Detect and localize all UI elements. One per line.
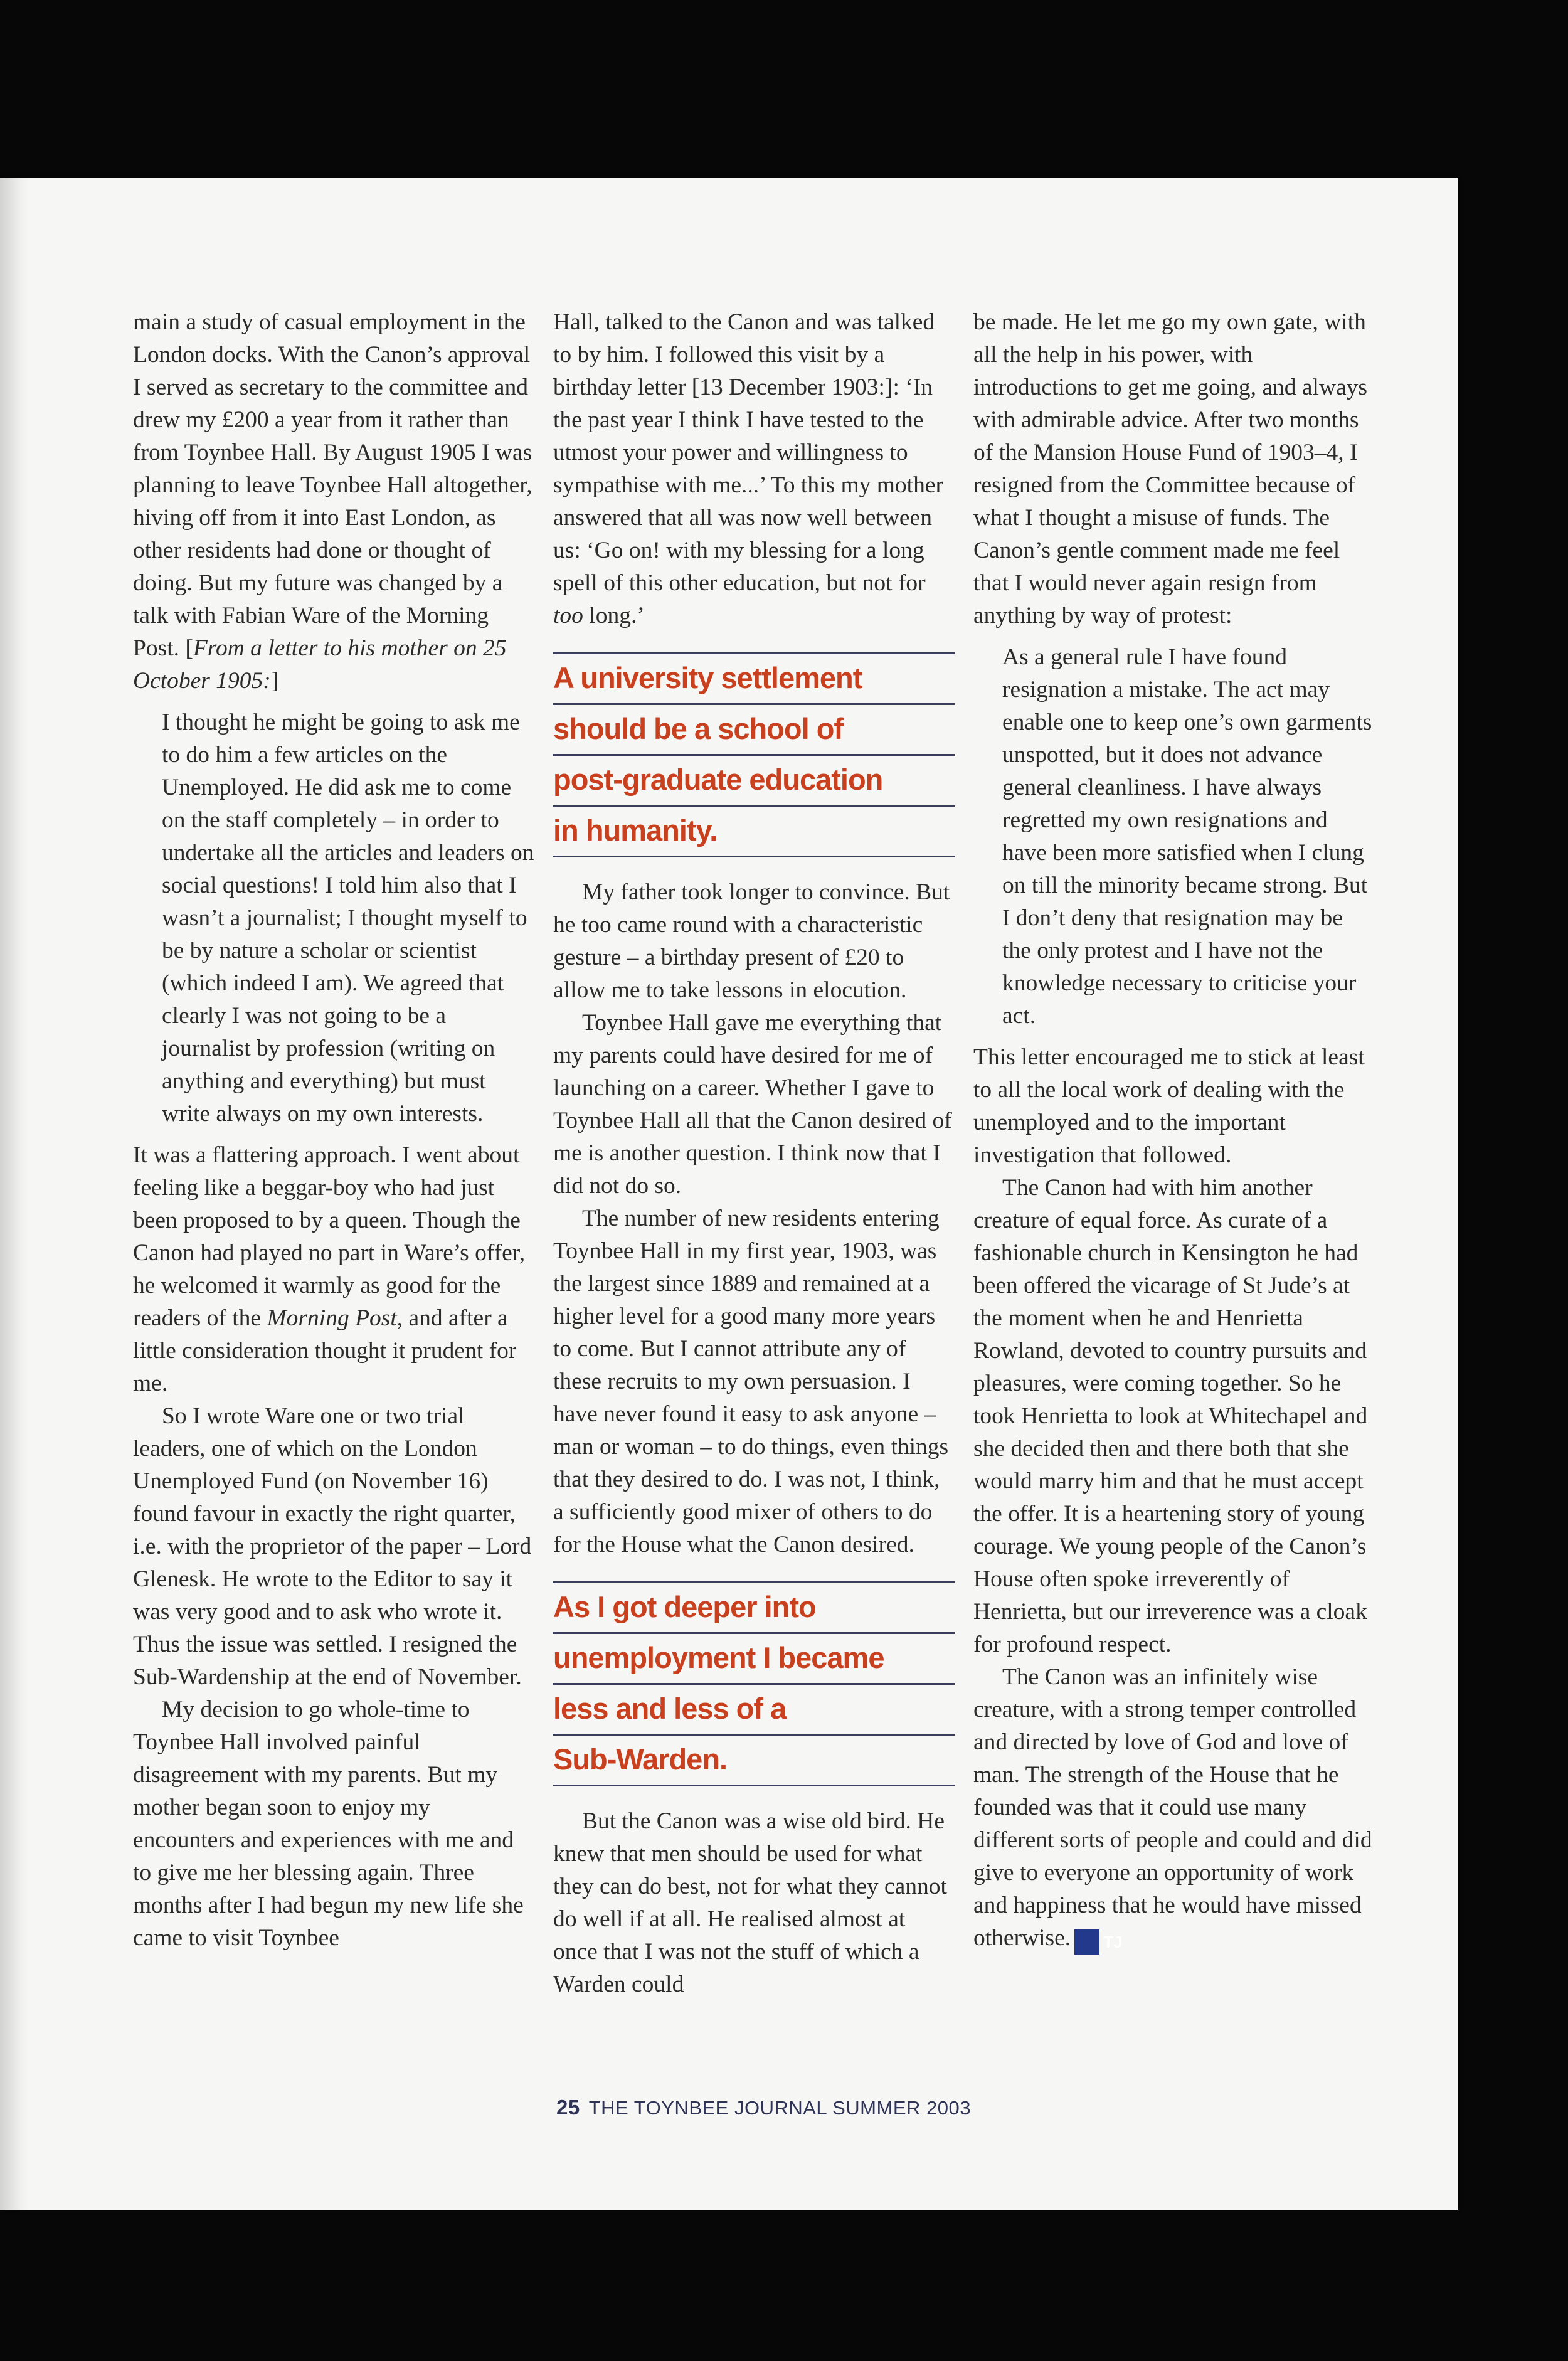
paragraph: main a study of casual employment in the London docks. With the Canon’s approval I served as secretary to the committee and drew my £200 a year from it rather than from Toynbee Hall. By August 1905 I was planning to leave Toynbee Hall altogether, hiving off from it into East London, as other residents had done or thought of doing. But my future was changed by a talk with Fabian Ware of the Morning Post. [From a letter to his mother on 25 October 1905:] [133, 309, 532, 694]
text-column-1 [133, 306, 534, 1955]
end-mark-icon: TJ [1074, 1929, 1099, 1955]
page-number: 25 [556, 2096, 580, 2119]
journal-title: THE TOYNBEE JOURNAL SUMMER 2003 [588, 2097, 971, 2119]
paragraph: The Canon had with him another creature of equal force. As curate of a fashionable church in Kensington he had been offered the vicarage of St Jude’s at the moment when he and Henrietta Rowland, devoted to country pursuits and pleasures, were coming together. So he took Henrietta to look at Whitechapel and she decided then and there both that she would marry him and that he must accept the offer. It is a heartening story of young courage. We young people of the Canon’s House often spoke irreverently of Henrietta, but our irreverence was a cloak for profound respect. [973, 1175, 1368, 1657]
block-quote: I thought he might be going to ask me to do him a few articles on the Unemployed. He did ask me to come on the staff completely – in order to undertake all the articles and leaders on social questions! I told him also that I wasn’t a journalist; I thought myself to be by nature a scholar or scientist (which indeed I am). We agreed that clearly I was not going to be a journalist by profession (writing on anything and everything) but must write always on my own interests. [162, 709, 534, 1127]
paragraph: Hall, talked to the Canon and was talked to by him. I followed this visit by a birthday letter [13 December 1903:]: ‘In the past year I think I have tested to the utmost your power and willingness to sympathise with me...’ To this my mother answered that all was now well between us: ‘Go on! with my blessing for a long spell of this other education, but not for too long.’ [553, 309, 943, 629]
pull-quote-line: unemployment I became [553, 1632, 955, 1683]
page-footer [556, 2096, 971, 2120]
paragraph: My decision to go whole-time to Toynbee Hall involved painful disagreement with my parents. But my mother began soon to enjoy my encounters and experiences with me and to give me her blessing again. Three months after I had begun my new life she came to visit Toynbee [133, 1697, 524, 1951]
text-column-3 [973, 306, 1375, 1955]
pull-quote-line: As I got deeper into [553, 1581, 955, 1632]
paragraph: But the Canon was a wise old bird. He knew that men should be used for what they can do best, not for what they cannot do well if at all. He realised almost at once that I was not the stuff of which a Warden could [553, 1808, 947, 1997]
pull-quote-line: Sub-Warden. [553, 1734, 955, 1786]
pull-quote-line: in humanity. [553, 805, 955, 857]
paragraph: It was a flattering approach. I went about feeling like a beggar-boy who had just been proposed to by a queen. Though the Canon had played no part in Ware’s offer, he welcomed it warmly as good for the readers of the Morning Post, and after a little consideration thought it prudent for me. [133, 1142, 526, 1396]
paragraph: This letter encouraged me to stick at least to all the local work of dealing with the unemployed and to the important investigation that followed. [973, 1044, 1365, 1168]
paragraph: The Canon was an infinitely wise creature, with a strong temper controlled and directed by love of God and love of man. The strength of the House that he founded was that it could use many different sorts of people and could and did give to everyone an opportunity of work and happiness that he would have missed otherwise. TJ [973, 1661, 1375, 1955]
pull-quote-line: post-graduate education [553, 754, 955, 805]
pull-quote [553, 652, 955, 857]
pull-quote-line: should be a school of [553, 703, 955, 754]
paragraph: My father took longer to convince. But he too came round with a characteristic gesture – a birthday present of £20 to allow me to take lessons in elocution. [553, 879, 950, 1003]
paragraph: The number of new residents entering Toynbee Hall in my first year, 1903, was the largest since 1889 and remained at a higher level for a good many more years to come. But I cannot attribute any of these recruits to my own persuasion. I have never found it easy to ask anyone – man or woman – to do things, even things that they desired to do. I was not, I think, a sufficiently good mixer of others to do for the House what the Canon desired. [553, 1206, 949, 1557]
paragraph: So I wrote Ware one or two trial leaders, one of which on the London Unemployed Fund (on November 16) found favour in exactly the right quarter, i.e. with the proprietor of the paper – Lord Glenesk. He wrote to the Editor to say it was very good and to ask who wrote it. Thus the issue was settled. I resigned the Sub-Wardenship at the end of November. [133, 1403, 532, 1690]
block-quote: As a general rule I have found resignation a mistake. The act may enable one to keep one’s own garments unspotted, but it does not advance general cleanliness. I have always regretted my own resignations and have been more satisfied when I clung on till the minority became strong. But I don’t deny that resignation may be the only protest and I have not the knowledge necessary to criticise your act. [1002, 644, 1372, 1029]
pull-quote [553, 1581, 955, 1786]
pull-quote-line: less and less of a [553, 1683, 955, 1734]
text-column-2 [553, 306, 955, 2001]
paragraph: be made. He let me go my own gate, with all the help in his power, with introductions to get me going, and always with admirable advice. After two months of the Mansion House Fund of 1903–4, I resigned from the Committee because of what I thought a misuse of funds. The Canon’s gentle comment made me feel that I would never again resign from anything by way of protest: [973, 309, 1368, 629]
page-gutter [0, 178, 29, 2210]
pull-quote-line: A university settlement [553, 652, 955, 703]
paragraph: Toynbee Hall gave me everything that my parents could have desired for me of launching on a career. Whether I gave to Toynbee Hall all that the Canon desired of me is another question. I think now that I did not do so. [553, 1010, 952, 1199]
